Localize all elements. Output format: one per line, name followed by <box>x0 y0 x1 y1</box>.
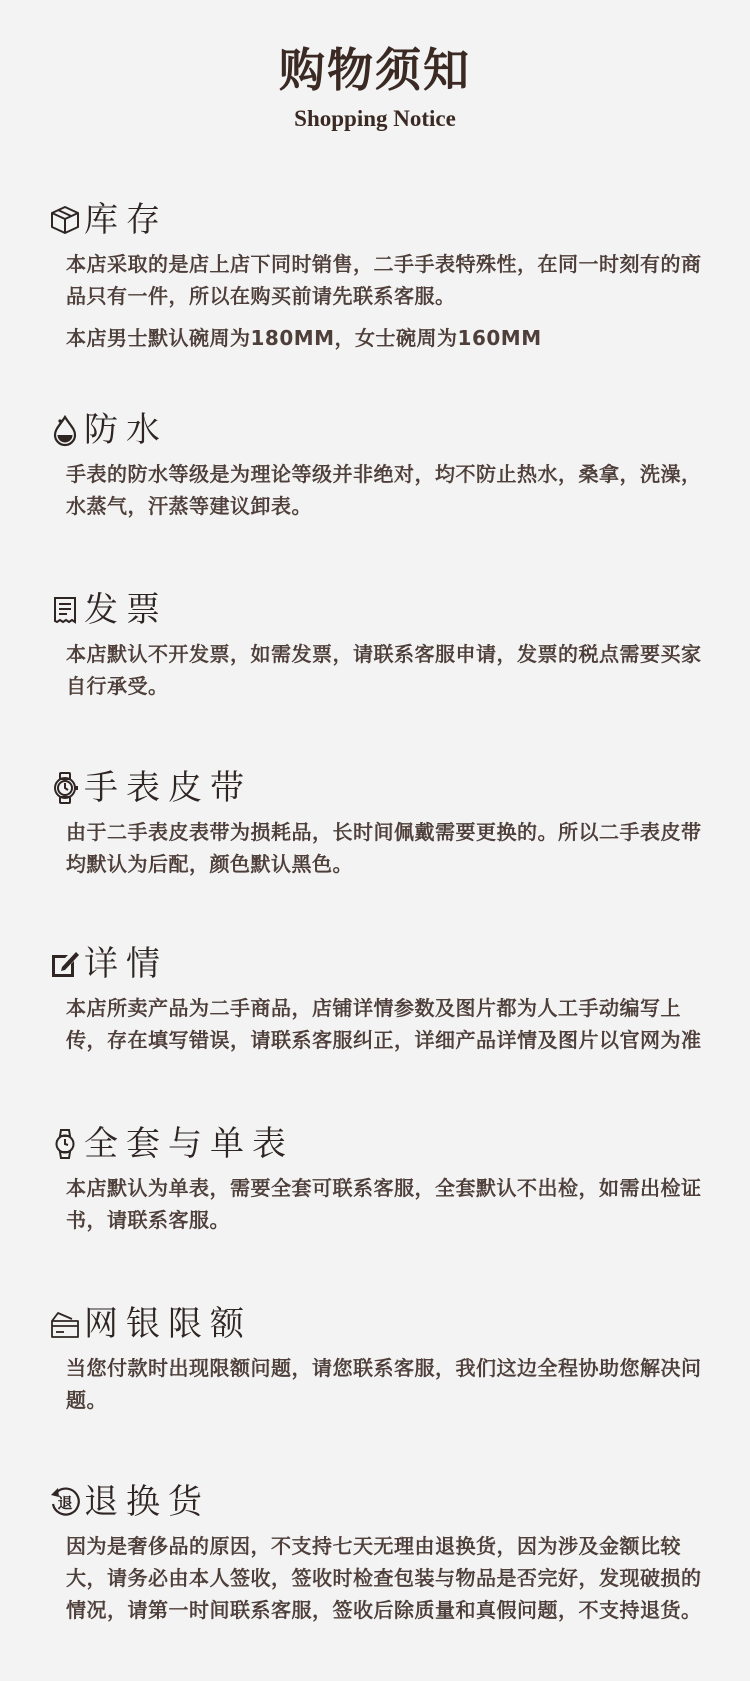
section-title: 退换货 <box>84 1482 210 1522</box>
section-title: 防水 <box>84 410 168 450</box>
watch-icon <box>48 771 82 805</box>
section-header <box>48 1120 718 1168</box>
section-header <box>48 764 718 812</box>
section-body <box>48 816 718 880</box>
section-paragraph: 由于二手表皮表带为损耗品，长时间佩戴需要更换的。所以二手表皮带均默认为后配，颜色默认黑色。 <box>66 820 702 876</box>
section-details <box>48 940 718 1056</box>
section-header <box>48 196 718 244</box>
section-title: 手表皮带 <box>84 768 252 808</box>
section-paragraph: 手表的防水等级是为理论等级并非绝对，均不防止热水，桑拿，洗澡，水蒸气，汗蒸等建议卸表。 <box>66 462 702 518</box>
section-paragraph: 本店男士默认碗周为180MM，女士碗周为160MM <box>66 326 542 350</box>
section-bank-limit <box>48 1300 718 1416</box>
section-header <box>48 1300 718 1348</box>
section-body <box>48 1172 718 1236</box>
section-returns <box>48 1478 718 1626</box>
section-title: 详情 <box>84 944 168 984</box>
section-invoice <box>48 586 718 702</box>
return-icon-text: 退 <box>57 1494 73 1512</box>
water-drop-icon <box>48 413 82 447</box>
section-header <box>48 1478 718 1526</box>
section-full-set <box>48 1120 718 1236</box>
section-header <box>48 586 718 634</box>
section-body <box>48 1530 718 1626</box>
section-header <box>48 940 718 988</box>
watch-outline-icon <box>48 1127 82 1161</box>
section-body <box>48 1352 718 1416</box>
section-paragraph: 本店默认为单表，需要全套可联系客服，全套默认不出检，如需出检证书，请联系客服。 <box>66 1176 702 1232</box>
return-icon <box>48 1485 82 1519</box>
section-body <box>48 638 718 702</box>
section-watch-strap <box>48 764 718 880</box>
section-paragraph: 本店采取的是店上店下同时销售，二手手表特殊性，在同一时刻有的商品只有一件，所以在购买前请先联系客服。 <box>66 252 702 308</box>
invoice-icon <box>48 593 82 627</box>
box-icon <box>48 203 82 237</box>
page-title: 购物须知 <box>279 43 471 97</box>
section-body <box>48 248 718 354</box>
section-title: 发票 <box>84 590 168 630</box>
section-paragraph: 因为是奢侈品的原因，不支持七天无理由退换货，因为涉及金额比较大，请务必由本人签收，签收时检查包装与物品是否完好，发现破损的情况，请第一时间联系客服，签收后除质量和真假问题，不支持退货。 <box>66 1534 702 1622</box>
section-paragraph: 本店默认不开发票，如需发票，请联系客服申请，发票的税点需要买家自行承受。 <box>66 642 702 698</box>
section-title: 库存 <box>84 200 168 240</box>
section-title: 全套与单表 <box>84 1124 294 1164</box>
page-subtitle: Shopping Notice <box>294 106 456 131</box>
section-paragraph: 本店所卖产品为二手商品，店铺详情参数及图片都为人工手动编写上传，存在填写错误，请联系客服纠正，详细产品详情及图片以官网为准 <box>66 996 702 1052</box>
section-header <box>48 406 718 454</box>
section-title: 网银限额 <box>84 1304 252 1344</box>
section-body <box>48 992 718 1056</box>
section-inventory <box>48 196 718 354</box>
section-waterproof <box>48 406 718 522</box>
card-icon <box>48 1307 82 1341</box>
section-body <box>48 458 718 522</box>
edit-icon <box>48 947 82 981</box>
section-paragraph: 当您付款时出现限额问题，请您联系客服，我们这边全程协助您解决问题。 <box>66 1356 702 1412</box>
